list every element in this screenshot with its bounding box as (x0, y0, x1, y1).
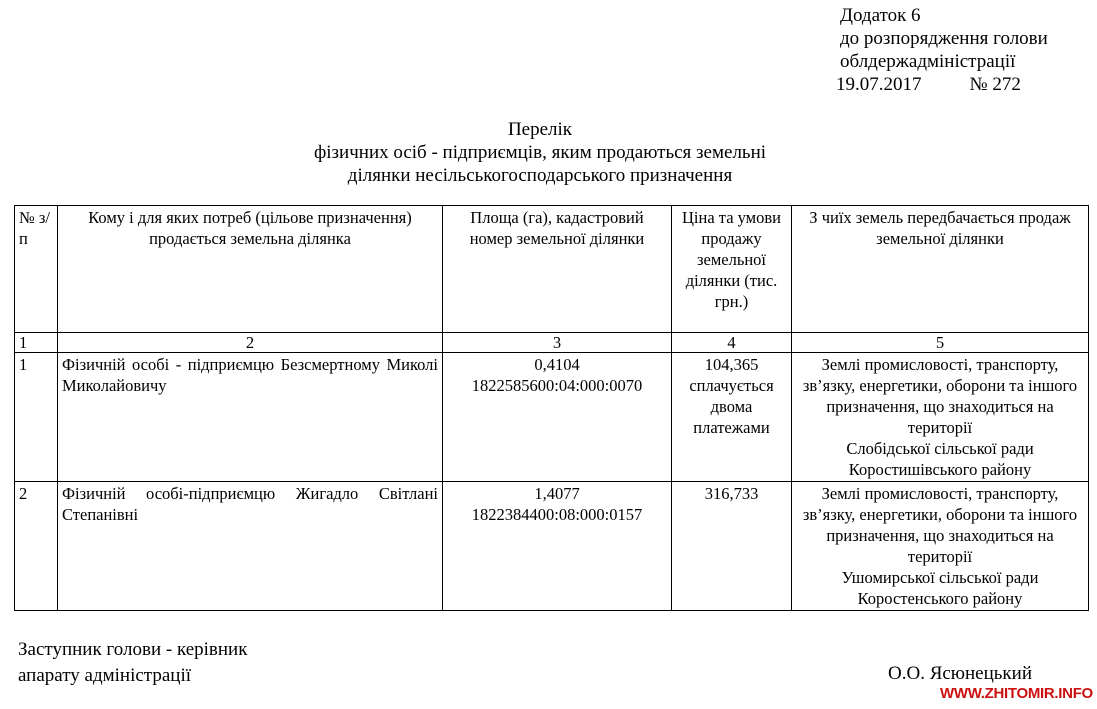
column-number: 3 (443, 333, 672, 353)
row-source-line1: Землі промисловості, транспорту, зв’язку, енергетики, оборони та іншого призначення, що знаходиться на території (802, 484, 1078, 566)
row-recipient: Фізичній особі - підприємцю Безсмертному Миколі Миколайовичу (58, 353, 443, 482)
title-line2: фізичних осіб - підприємців, яким продаються земельні (313, 142, 767, 163)
signatory-position (18, 637, 247, 689)
row-source-line3: Коростенського району (857, 589, 1023, 608)
land-sale-table (14, 205, 1089, 611)
row-area-cell (443, 482, 672, 611)
table-row (15, 353, 1089, 482)
appendix-date: 19.07.2017 (836, 74, 922, 95)
header-area: Площа (га), кадастровий номер земельної ділянки (443, 206, 672, 333)
position-line2: апарату адміністрації (18, 665, 192, 686)
row-source-line1: Землі промисловості, транспорту, зв’язку, енергетики, оборони та іншого призначення, що знаходиться на території (802, 355, 1078, 437)
row-price: 104,365 (704, 355, 759, 374)
column-number: 1 (15, 333, 58, 353)
header-number: № з/п (15, 206, 58, 333)
appendix-line1: Додаток 6 (840, 5, 921, 26)
appendix-header (836, 4, 1048, 96)
row-area: 1,4077 (534, 484, 580, 503)
title-line3: ділянки несільськогосподарського призначення (347, 165, 733, 186)
row-cadastral: 1822585600:04:000:0070 (471, 376, 643, 395)
appendix-number: № 272 (969, 74, 1021, 95)
title-line1: Перелік (507, 119, 573, 140)
row-source-line2: Ушомирської сільської ради (841, 568, 1039, 587)
appendix-line2: до розпорядження голови (840, 28, 1048, 49)
header-recipient: Кому і для яких потреб (цільове призначення) продається земельна ділянка (58, 206, 443, 333)
row-recipient: Фізичній особі-підприємцю Жигадло Світлані Степанівні (58, 482, 443, 611)
row-number: 2 (15, 482, 58, 611)
signatory-name: О.О. Ясюнецький (888, 663, 1032, 684)
row-area: 0,4104 (534, 355, 580, 374)
site-watermark: WWW.ZHITOMIR.INFO (940, 685, 1093, 702)
header-source: З чиїх земель передбачається продаж земельної ділянки (792, 206, 1089, 333)
column-numbers-row (15, 333, 1089, 353)
row-source-line2: Слобідської сільської ради (846, 439, 1034, 458)
document-title (0, 118, 1080, 187)
table-header-row (15, 206, 1089, 333)
row-source-cell (792, 482, 1089, 611)
table-row (15, 482, 1089, 611)
row-price-cell (672, 353, 792, 482)
row-terms: сплачується двома платежами (689, 376, 774, 437)
appendix-ref (836, 73, 1044, 96)
header-price: Ціна та умови продажу земельної ділянки (тис. грн.) (672, 206, 792, 333)
row-source-line3: Коростишівського району (848, 460, 1032, 479)
appendix-line3: облдержадміністрації (840, 51, 1016, 72)
column-number: 5 (792, 333, 1089, 353)
row-area-cell (443, 353, 672, 482)
column-number: 2 (58, 333, 443, 353)
column-number: 4 (672, 333, 792, 353)
position-line1: Заступник голови - керівник (18, 639, 248, 660)
row-price-cell (672, 482, 792, 611)
row-number: 1 (15, 353, 58, 482)
row-source-cell (792, 353, 1089, 482)
row-price: 316,733 (704, 484, 759, 503)
row-cadastral: 1822384400:08:000:0157 (471, 505, 643, 524)
